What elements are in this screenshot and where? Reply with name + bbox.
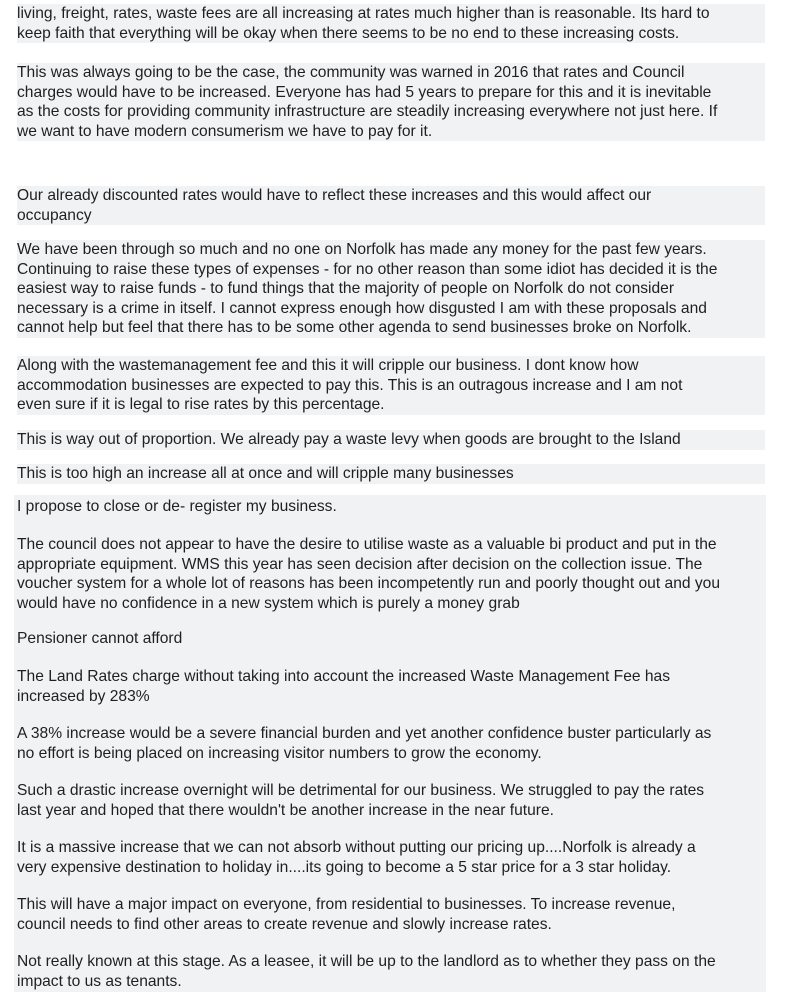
- response-paragraph: This will have a major impact on everyone, from residential to businesses. To increase revenue, council needs to find other areas to create revenue and slowly increase rates.: [17, 896, 676, 933]
- response-paragraph: Not really known at this stage. As a leasee, it will be up to the landlord as to whether they pass on the impact to us as tenants.: [17, 953, 716, 990]
- response-paragraph: The council does not appear to have the desire to utilise waste as a valuable bi product and put in the appropriate equipment. WMS this year has seen decision after decision on the collection issue. The voucher system for a whole lot of reasons has been incompetently run and poorly thought out and you would have no confidence in a new system which is purely a money grab: [17, 536, 721, 612]
- response-paragraph: This is way out of proportion. We already pay a waste levy when goods are brought to the Island: [17, 430, 765, 450]
- response-paragraph: Pensioner cannot afford: [17, 630, 183, 647]
- response-paragraph: living, freight, rates, waste fees are all increasing at rates much higher than is reasonable. Its hard to keep faith that everything will be okay when there seems to be no end to these increasing costs.: [17, 4, 765, 43]
- response-paragraph: We have been through so much and no one on Norfolk has made any money for the past few years. Continuing to raise these types of expenses - for no other reason than some idiot has decided it is the easiest way to raise funds - to fund things that the majority of people on Norfolk do not consider necessary is a crime in itself. I cannot express enough how disgusted I am with these proposals and cannot help but feel that there has to be some other agenda to send businesses broke on Norfolk.: [17, 240, 765, 338]
- response-paragraph: It is a massive increase that we can not absorb without putting our pricing up....Norfolk is already a very expensive destination to holiday in....its going to become a 5 star price for a 3 star holiday.: [17, 839, 696, 876]
- response-paragraph: Our already discounted rates would have to reflect these increases and this would affect our occupancy: [17, 186, 765, 225]
- response-paragraph: This is too high an increase all at once and will cripple many businesses: [17, 464, 765, 484]
- response-paragraph: I propose to close or de- register my business.: [17, 498, 337, 515]
- response-paragraph: Such a drastic increase overnight will be detrimental for our business. We struggled to pay the rates last year and hoped that there wouldn't be another increase in the near future.: [17, 782, 705, 819]
- response-paragraph: This was always going to be the case, the community was warned in 2016 that rates and Council charges would have to be increased. Everyone has had 5 years to prepare for this and it is inevitable as the costs for providing community infrastructure are steadily increasing everywhere not just here. If we want to have modern consumerism we have to pay for it.: [17, 63, 765, 141]
- response-paragraph: A 38% increase would be a severe financial burden and yet another confidence buster particularly as no effort is being placed on increasing visitor numbers to grow the economy.: [17, 725, 712, 762]
- response-paragraph: Along with the wastemanagement fee and this it will cripple our business. I dont know how accommodation businesses are expected to pay this. This is an outragous increase and I am not even sure if it is legal to rise rates by this percentage.: [17, 356, 765, 415]
- response-paragraph: The Land Rates charge without taking into account the increased Waste Management Fee has increased by 283%: [17, 668, 671, 705]
